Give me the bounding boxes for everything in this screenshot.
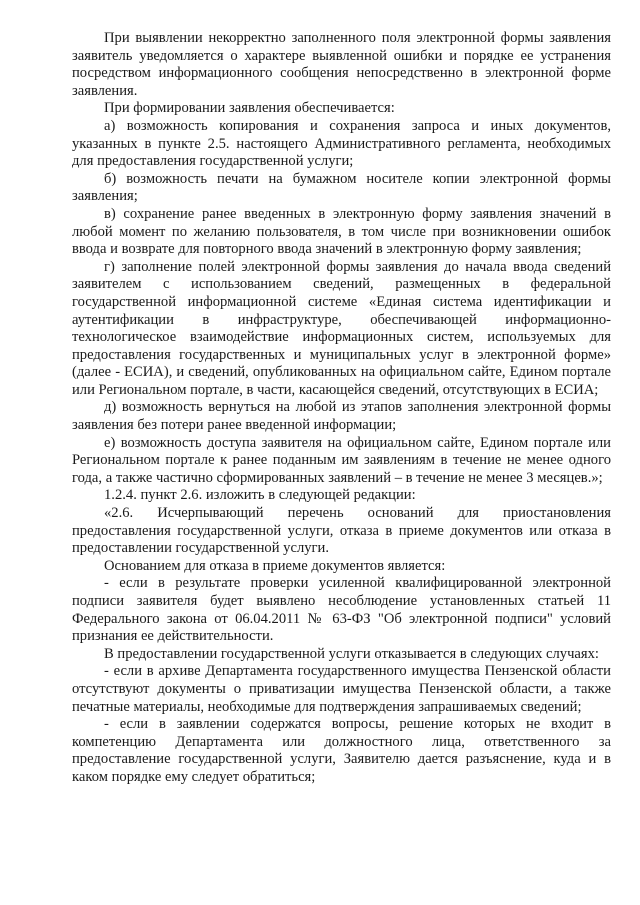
paragraph-refusal-signature: - если в результате проверки усиленной квалифицированной электронной подписи заявителя будет выявлено несоблюдение установленных статьей 11 Федерального закона от 06.04.2011 № 63-ФЗ "Об электронной подписи" условий признания ее действительности. (72, 575, 611, 645)
paragraph-clause-1-2-4: 1.2.4. пункт 2.6. изложить в следующей редакции: (104, 487, 416, 504)
paragraph-clause-2-6: «2.6. Исчерпывающий перечень оснований для приостановления предоставления государственной услуги, отказа в приеме документов или отказа в предоставлении государственной услуги. (72, 505, 611, 557)
paragraph-item-a: а) возможность копирования и сохранения запроса и иных документов, указанных в пункте 2.5. настоящего Административного регламента, необходимых для предоставления государственной услуги; (72, 117, 611, 170)
paragraph-item-e: е) возможность доступа заявителя на официальном сайте, Едином портале или Региональном портале к ранее поданным им заявлениям в течение не менее одного года, а также частично сформированных заявлений – в течение не менее 3 месяцев.»; (72, 434, 611, 486)
paragraph-form-intro: При формировании заявления обеспечивается: (104, 100, 395, 117)
paragraph-denial-archive: - если в архиве Департамента государственного имущества Пензенской области отсутствуют документы о приватизации имущества Пензенской области, а также печатные материалы, необходимые для подтверждения запрашиваемых сведений; (72, 663, 611, 715)
document-page (72, 30, 611, 787)
paragraph-denial-heading: В предоставлении государственной услуги отказывается в следующих случаях: (104, 645, 599, 662)
paragraph-item-d: д) возможность вернуться на любой из этапов заполнения электронной формы заявления без потери ранее введенной информации; (72, 399, 611, 434)
paragraph-item-g: г) заполнение полей электронной формы заявления до начала ввода сведений заявителем с использованием сведений, размещенных в федеральной государственной информационной системе «Единая система идентификации и аутентификации в инфраструктуре, обеспечивающей информационно-технологическое взаимодействие информационных систем, используемых для предоставления государственных и муниципальных услуг в электронной форме» (далее - ЕСИА), и сведений, опубликованных на официальном сайте, Едином портале или Региональном портале, в части, касающейся сведений, отсутствующих в ЕСИА; (72, 258, 611, 398)
paragraph-denial-competence: - если в заявлении содержатся вопросы, решение которых не входит в компетенцию Департамента или должностного лица, ответственного за предоставление государственной услуги, Заявителю дается разъяснение, куда и в каком порядке ему следует обратиться; (72, 716, 611, 785)
paragraph-item-b: б) возможность печати на бумажном носителе копии электронной формы заявления; (72, 170, 611, 205)
paragraph-item-v: в) сохранение ранее введенных в электронную форму заявления значений в любой момент по желанию пользователя, в том числе при возникновении ошибок ввода и возврате для повторного ввода значений в электронную форму заявления; (72, 205, 611, 258)
paragraph-refusal-basis-heading: Основанием для отказа в приеме документов является: (104, 557, 446, 574)
paragraph-validation-error: При выявлении некорректно заполненного поля электронной формы заявления заявитель уведомляется о характере выявленной ошибки и порядке ее устранения посредством информационного сообщения непосредственно в электронной форме заявления. (72, 30, 611, 99)
